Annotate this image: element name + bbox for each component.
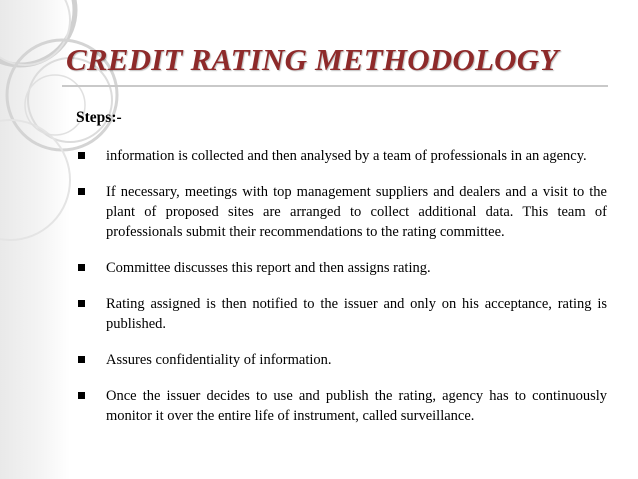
list-item-text: Assures confidentiality of information. bbox=[106, 352, 332, 368]
square-bullet-icon bbox=[78, 264, 85, 271]
square-bullet-icon bbox=[78, 300, 85, 307]
square-bullet-icon bbox=[78, 356, 85, 363]
steps-heading: Steps:- bbox=[76, 109, 122, 126]
title-divider bbox=[62, 85, 608, 87]
square-bullet-icon bbox=[78, 152, 85, 159]
list-item bbox=[76, 258, 607, 278]
slide-title: CREDIT RATING METHODOLOGY bbox=[66, 42, 559, 77]
list-item bbox=[76, 350, 607, 370]
list-item-text: information is collected and then analysed by a team of professionals in an agency. bbox=[106, 148, 587, 164]
square-bullet-icon bbox=[78, 188, 85, 195]
list-item bbox=[76, 386, 607, 426]
list-item-text: Committee discusses this report and then assigns rating. bbox=[106, 260, 431, 276]
list-item-text: Rating assigned is then notified to the issuer and only on his acceptance, rating is published. bbox=[106, 296, 607, 332]
list-item bbox=[76, 146, 607, 166]
list-item bbox=[76, 294, 607, 334]
list-item bbox=[76, 182, 607, 242]
list-item-text: If necessary, meetings with top management suppliers and dealers and a visit to the plant of proposed sites are arranged to collect additional data. This team of professionals submit their recommendations to the rating committee. bbox=[106, 184, 607, 240]
steps-list bbox=[76, 146, 607, 442]
square-bullet-icon bbox=[78, 392, 85, 399]
list-item-text: Once the issuer decides to use and publish the rating, agency has to continuously monitor it over the entire life of instrument, called surveillance. bbox=[106, 388, 607, 424]
